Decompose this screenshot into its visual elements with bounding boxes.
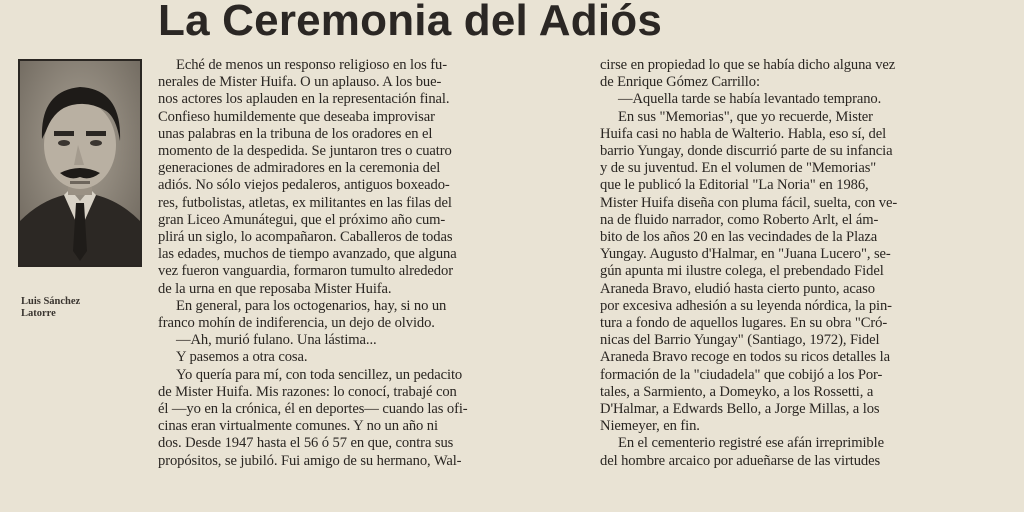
author-photo (18, 59, 142, 267)
caption-line: Latorre (21, 308, 56, 319)
text-line: Araneda Bravo recoge en todos su ricos detalles la (600, 349, 891, 366)
text-line: Huifa casi no habla de Walterio. Habla, eso sí, del (600, 125, 887, 142)
text-line: bito de los años 20 en las vecindades de la Plaza (600, 229, 878, 246)
text-line: formación de la "ciudadela" que cobijó a los Por- (600, 366, 883, 383)
text-line: franco mohín de indiferencia, un dejo de olvido. (158, 315, 435, 332)
text-line: Y pasemos a otra cosa. (176, 349, 308, 366)
text-line: las edades, muchos de tiempo avanzado, que alguna (158, 246, 457, 263)
text-line: tura a fondo de aquellos lugares. En su obra "Cró- (600, 315, 888, 332)
text-line: vez fueron vanguardia, formaron tumulto alrededor (158, 263, 453, 280)
text-line: En sus "Memorias", que yo recuerde, Mister (618, 108, 873, 125)
text-line: En general, para los octogenarios, hay, si no un (176, 297, 447, 314)
text-line: Yungay. Augusto d'Halmar, en "Juana Lucero", se- (600, 246, 891, 263)
text-line: él —yo en la crónica, él en deportes— cuando las ofi- (158, 401, 468, 418)
text-line: Mister Huifa diseña con pluma fácil, suelta, con ve- (600, 194, 898, 211)
text-line: del hombre arcaico por adueñarse de las virtudes (600, 452, 881, 469)
text-line: —Ah, murió fulano. Una lástima... (176, 332, 377, 349)
text-line: barrio Yungay, donde discurrió parte de su infancia (600, 143, 893, 160)
text-line: dos. Desde 1947 hasta el 56 ó 57 en que, contra sus (158, 435, 454, 452)
text-line: gún apunta mi ilustre colega, el prebendado Fidel (600, 263, 884, 280)
text-line: adiós. No sólo viejos pedaleros, antiguos boxeado- (158, 177, 450, 194)
text-line: res, futbolistas, atletas, ex militantes en las filas del (158, 194, 452, 211)
text-line: na de fluido narrador, como Roberto Arlt, el ám- (600, 211, 879, 228)
text-line: plirá un siglo, lo acompañaron. Caballeros de todas (158, 229, 453, 246)
text-line: Araneda Bravo, eludió hasta cierto punto, acaso (600, 280, 875, 297)
text-line: —Aquella tarde se había levantado temprano. (618, 91, 882, 108)
text-line: generaciones de admiradores en la ceremonia del (158, 160, 441, 177)
text-line: de Enrique Gómez Carrillo: (600, 74, 760, 91)
article-title: La Ceremonia del Adiós (158, 0, 662, 45)
text-line: gran Liceo Amunátegui, que el próximo año cum- (158, 211, 446, 228)
text-line: Yo quería para mí, con toda sencillez, un pedacito (176, 366, 463, 383)
text-line: nos actores los aplauden en la representación final. (158, 91, 450, 108)
text-line: momento de la despedida. Se juntaron tres o cuatro (158, 143, 452, 160)
text-line: que le publicó la Editorial "La Noria" en 1986, (600, 177, 869, 194)
article-column-2 (600, 57, 1018, 470)
text-line: nerales de Mister Huifa. O un aplauso. A los bue- (158, 74, 442, 91)
portrait-image (20, 61, 140, 265)
text-line: En el cementerio registré ese afán irreprimible (618, 435, 884, 452)
text-line: tales, a Sarmiento, a Domeyko, a los Rossetti, a (600, 383, 874, 400)
text-line: Niemeyer, en fin. (600, 418, 700, 435)
text-line: y de su juventud. En el volumen de "Memorias" (600, 160, 877, 177)
text-line: propósitos, se jubiló. Fui amigo de su hermano, Wal- (158, 452, 462, 469)
article-column-1 (158, 57, 578, 470)
text-line: de la urna en que reposaba Mister Huifa. (158, 280, 392, 297)
text-line: unas palabras en la tribuna de los oradores en el (158, 125, 433, 142)
text-line: por excesiva adhesión a su leyenda nórdica, la pin- (600, 297, 892, 314)
text-line: cirse en propiedad lo que se había dicho alguna vez (600, 57, 896, 73)
photo-caption (21, 296, 80, 320)
text-line: Eché de menos un responso religioso en los fu- (176, 57, 447, 73)
text-line: Confieso humildemente que deseaba improvisar (158, 108, 435, 125)
text-line: D'Halmar, a Edwards Bello, a Jorge Millas, a los (600, 401, 880, 418)
text-line: cinas eran virtualmente comunes. Y no un año ni (158, 418, 438, 435)
text-line: nicas del Barrio Yungay" (Santiago, 1972), Fidel (600, 332, 880, 349)
text-line: de Mister Huifa. Mis razones: lo conocí, trabajé con (158, 383, 457, 400)
caption-line: Luis Sánchez (21, 296, 81, 307)
